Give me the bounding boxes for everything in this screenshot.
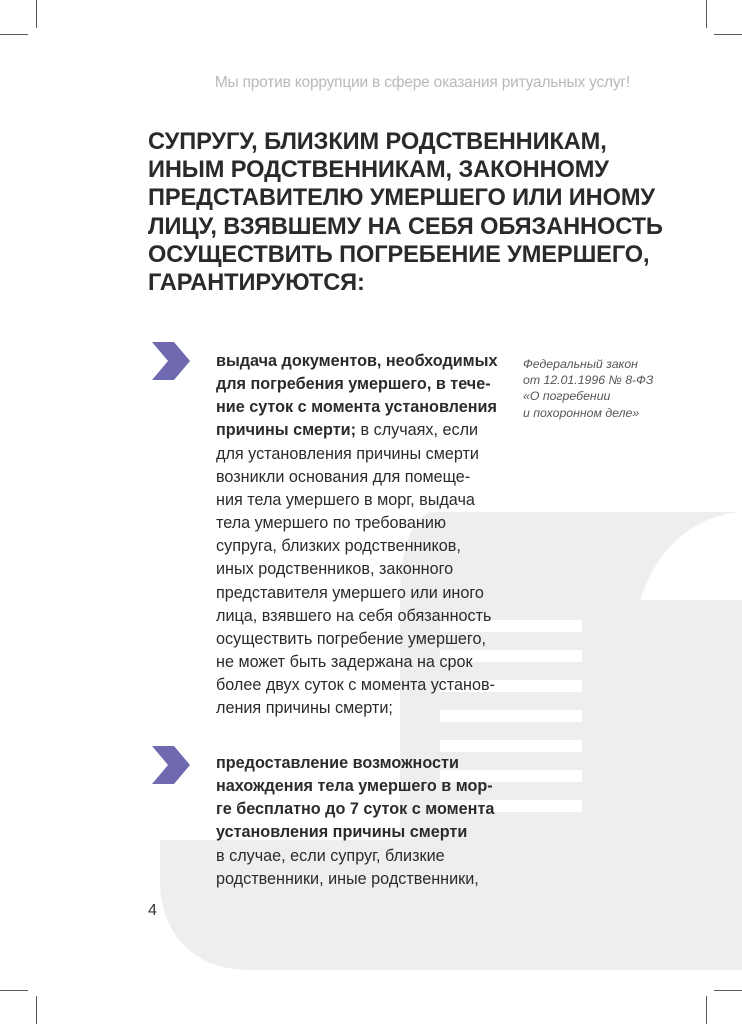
page-number: 4 bbox=[148, 902, 157, 919]
title-line: ПРЕДСТАВИТЕЛЮ УМЕРШЕГО ИЛИ ИНОМУ bbox=[148, 185, 655, 212]
bold-line: предоставление возможности bbox=[216, 754, 459, 772]
bold-line: для погребения умершего, в тече- bbox=[216, 375, 491, 394]
mixed-line bbox=[216, 419, 516, 442]
text-line: осуществить погребение умершего, bbox=[216, 629, 486, 648]
law-reference-line: и похоронном деле» bbox=[523, 405, 640, 420]
list-item bbox=[216, 350, 516, 721]
chevron-right-icon bbox=[150, 340, 192, 382]
text-line: родственники, иные родственники, bbox=[216, 869, 479, 888]
text-line: в случае, если супруг, близкие bbox=[216, 846, 445, 865]
title-line: ИНЫМ РОДСТВЕННИКАМ, ЗАКОННОМУ bbox=[148, 157, 609, 184]
text-line: представителя умершего или иного bbox=[216, 583, 484, 602]
title-line: СУПРУГУ, БЛИЗКИМ РОДСТВЕННИКАМ, bbox=[148, 129, 607, 155]
regular-fragment: в случаях, если bbox=[356, 421, 479, 440]
bold-line: выдача документов, необходимых bbox=[216, 352, 498, 370]
text-line: ния тела умершего в морг, выдача bbox=[216, 490, 475, 509]
bold-line: нахождения тела умершего в мор- bbox=[216, 777, 493, 796]
title-line: ГАРАНТИРУЮТСЯ: bbox=[148, 270, 365, 297]
law-reference bbox=[523, 356, 683, 421]
title-line: ЛИЦУ, ВЗЯВШЕМУ НА СЕБЯ ОБЯЗАННОСТЬ bbox=[148, 213, 663, 240]
text-line: ления причины смерти; bbox=[216, 699, 393, 718]
law-reference-line: Федеральный закон bbox=[523, 357, 638, 371]
text-line: не может быть задержана на срок bbox=[216, 653, 473, 672]
bold-fragment: причины смерти; bbox=[216, 421, 356, 440]
text-line: супруга, близких родственников, bbox=[216, 537, 461, 556]
text-line: тела умершего по требованию bbox=[216, 514, 447, 533]
bold-line: ние суток с момента установления bbox=[216, 398, 497, 417]
list-item bbox=[216, 752, 516, 891]
text-line: для установления причины смерти bbox=[216, 444, 479, 463]
law-reference-line: «О погребении bbox=[523, 389, 611, 404]
law-reference-line: от 12.01.1996 № 8-ФЗ bbox=[523, 373, 654, 388]
text-line: иных родственников, законного bbox=[216, 560, 454, 579]
bold-line: установления причины смерти bbox=[216, 823, 468, 842]
chevron-right-icon bbox=[150, 744, 192, 786]
text-line: лица, взявшего на себя обязанность bbox=[216, 606, 492, 625]
header-tagline: Мы против коррупции в сфере оказания ритуальных услуг! bbox=[214, 74, 630, 91]
text-line: более двух суток с момента установ- bbox=[216, 676, 495, 695]
page-title bbox=[148, 128, 663, 297]
title-line: ОСУЩЕСТВИТЬ ПОГРЕБЕНИЕ УМЕРШЕГО, bbox=[148, 241, 650, 268]
bold-line: ге бесплатно до 7 суток с момента bbox=[216, 800, 495, 819]
text-line: возникли основания для помеще- bbox=[216, 467, 471, 486]
